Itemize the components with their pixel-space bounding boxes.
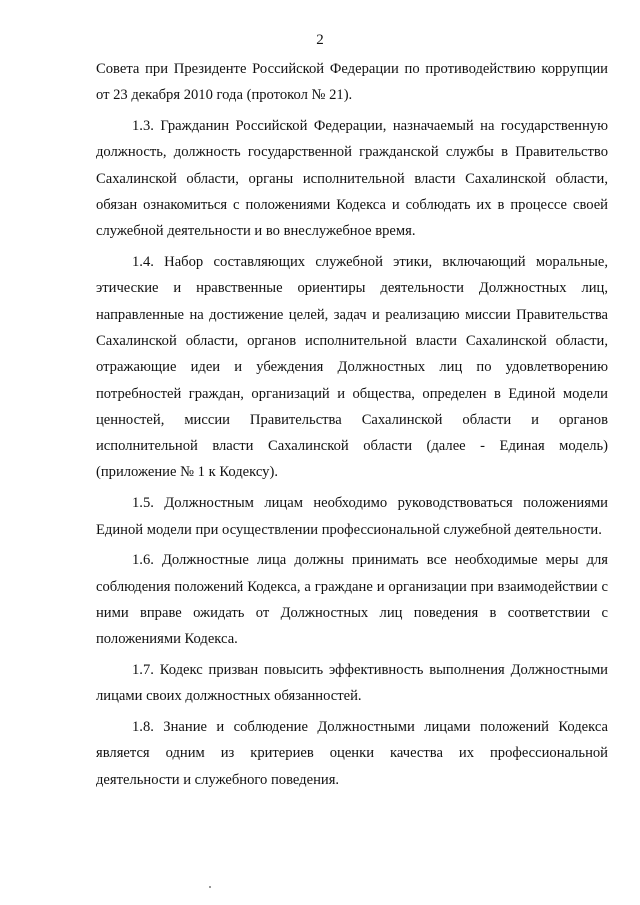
paragraph-1-4: 1.4. Набор составляющих служебной этики, включающий моральные, этические и нравственные ориентиры деятельности Должностных лиц, направленные на достижение целей, задач и реализацию миссии Правительства Сахалинской области, органов исполнительной власти Сахалинской области, отражающие идеи и убеждения Должностных лиц по удовлетворению потребностей граждан, организаций и общества, определен в Единой модели ценностей, миссии Правительства Сахалинской области и органов исполнительной власти Сахалинской области (далее - Единая модель) (приложение № 1 к Кодексу). [96,254,608,481]
paragraph-1-5: 1.5. Должностным лицам необходимо руководствоваться положениями Единой модели при осуществлении профессиональной служебной деятельности. [96,495,608,538]
document-body [96,56,608,798]
paragraph-1-6: 1.6. Должностные лица должны принимать все необходимые меры для соблюдения положений Кодекса, а граждане и организации при взаимодействии с ними вправе ожидать от Должностных лиц поведения в соответствии с положениями Кодекса. [96,552,608,648]
paragraph-1-3: 1.3. Гражданин Российской Федерации, назначаемый на государственную должность, должность государственной гражданской службы в Правительство Сахалинской области, органы исполнительной власти Сахалинской области, обязан ознакомиться с положениями Кодекса и соблюдать их в процессе своей служебной деятельности и во внеслужебное время. [96,118,608,240]
paragraph-1-8: 1.8. Знание и соблюдение Должностными лицами положений Кодекса является одним из критериев оценки качества их профессиональной деятельности и служебного поведения. [96,719,608,788]
scan-speck [209,886,211,888]
page-number: 2 [316,32,324,48]
paragraph-1-7: 1.7. Кодекс призван повысить эффективность выполнения Должностными лицами своих должностных обязанностей. [96,662,608,705]
paragraph-continuation: Совета при Президенте Российской Федерации по противодействию коррупции от 23 декабря 2010 года (протокол № 21). [96,61,608,104]
